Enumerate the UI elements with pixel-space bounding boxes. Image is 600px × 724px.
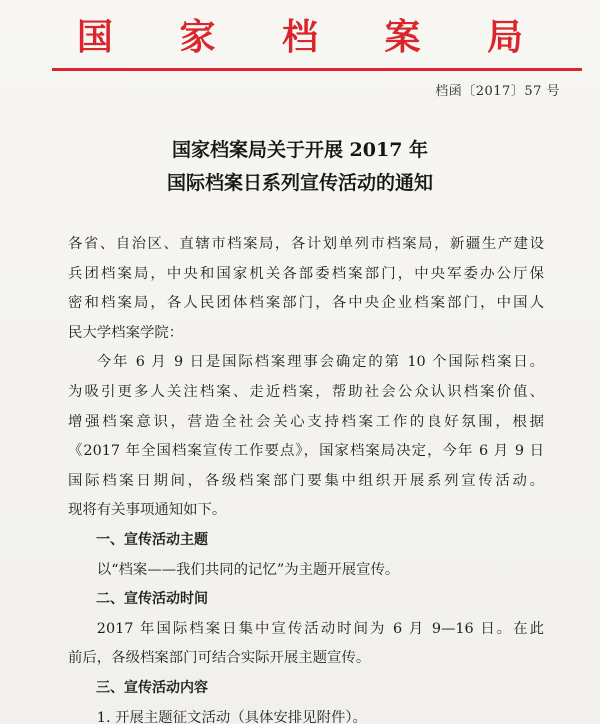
intro-line: 今年 6 月 9 日是国际档案理事会确定的第 10 个国际档案日。 [96, 354, 544, 371]
recipients-line: 密和档案局，各人民团体档案部门，各中央企业档案部门，中国人 [68, 295, 544, 312]
title-line-2: 国际档案日系列宣传活动的通知 [166, 172, 433, 194]
section-text-line: 以“档案——我们共同的记忆”为主题开展宣传。 [96, 561, 400, 578]
intro-line: 现将有关事项通知如下。 [68, 502, 227, 519]
intro-paragraph [68, 348, 544, 526]
intro-line: 增强档案意识，营造全社会关心支持档案工作的良好氛围，根据 [68, 413, 544, 430]
section-theme [68, 526, 544, 585]
org-masthead: 国 家 档 案 局 [76, 17, 551, 58]
title-line-1: 国家档案局关于开展 2017 年 [171, 139, 429, 161]
recipients-line: 各省、自治区、直辖市档案局，各计划单列市档案局，新疆生产建设 [68, 236, 544, 252]
intro-line: 为吸引更多人关注档案、走近档案，帮助社会公众认识档案价值、 [68, 383, 544, 400]
section-time [68, 585, 544, 674]
recipients-line: 兵团档案局，中央和国家机关各部委档案部门，中央军委办公厅保 [68, 265, 544, 282]
document-title [0, 134, 600, 200]
recipients-paragraph [68, 230, 544, 348]
section-heading: 二、宣传活动时间 [96, 591, 208, 608]
section-heading: 三、宣传活动内容 [96, 679, 208, 696]
section-text-line: 前后，各级档案部门可结合实际开展主题宣传。 [68, 650, 371, 667]
section-text-line: 2017 年国际档案日集中宣传活动时间为 6 月 9—16 日。在此 [96, 620, 544, 637]
intro-line: 《2017 年全国档案宣传工作要点》，国家档案局决定，今年 6 月 9 日 [68, 443, 544, 460]
section-heading: 一、宣传活动主题 [96, 531, 208, 548]
document-number: 档函〔2017〕57 号 [435, 84, 560, 99]
document-body [68, 230, 544, 724]
section-text-line: 1. 开展主题征文活动（具体安排见附件）。 [96, 709, 367, 724]
recipients-line: 民大学档案学院： [68, 324, 184, 341]
section-content [68, 674, 544, 724]
red-divider-line [52, 68, 582, 71]
intro-line: 国际档案日期间，各级档案部门要集中组织开展系列宣传活动。 [68, 472, 544, 489]
